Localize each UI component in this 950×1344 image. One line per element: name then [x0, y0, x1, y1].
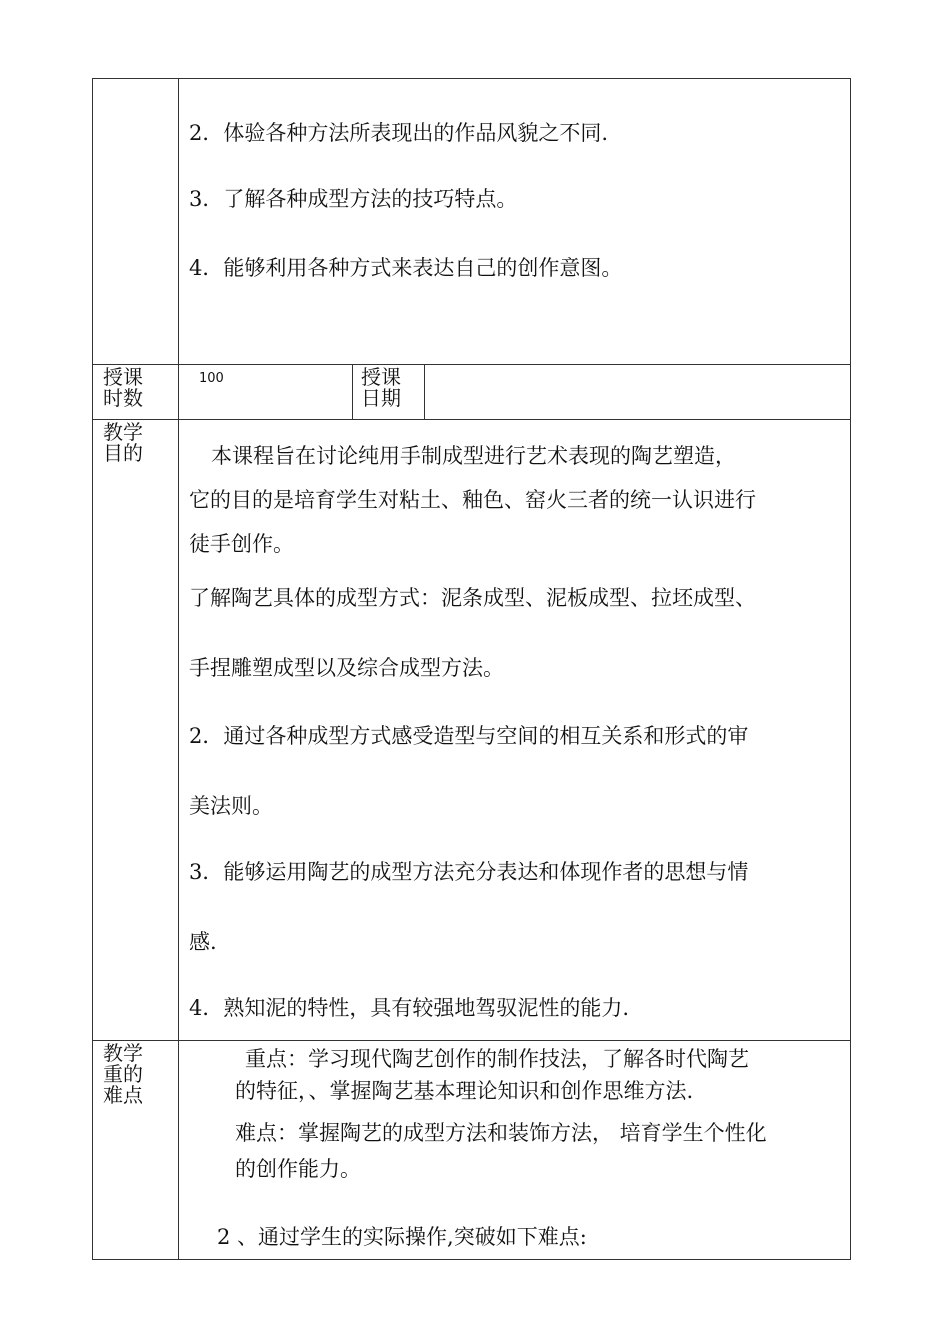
hours-value-cell	[179, 365, 353, 420]
goal-p1-line2: 它的目的是培育学生对粘土、釉色、窑火三者的统一认识进行	[189, 488, 756, 512]
goal-p2-line2: 手捏雕塑成型以及综合成型方法。	[189, 656, 504, 680]
key-difficulty-line2: 的创作能力。	[235, 1157, 361, 1181]
key-label-line1: 教学	[103, 1041, 143, 1065]
goal-p1-line1: 本课程旨在讨论纯用手制成型进行艺术表现的陶艺塑造，	[211, 444, 736, 468]
goals-label-line1: 教学	[103, 420, 143, 444]
key-points-content-cell	[179, 1041, 851, 1260]
hours-label-line2: 时数	[103, 386, 143, 410]
hours-label	[93, 365, 179, 420]
lesson-plan-table	[92, 78, 851, 1260]
goal-p2-line1: 了解陶艺具体的成型方式：泥条成型、泥板成型、拉坯成型、	[189, 586, 756, 610]
objective-line-2: 2．体验各种方法所表现出的作品风貌之不同.	[189, 121, 609, 145]
objectives-top-row	[93, 79, 851, 365]
goal-p4-line2: 感.	[189, 930, 217, 954]
key-focus-line2: 的特征，、掌握陶艺基本理论知识和创作思维方法.	[235, 1079, 694, 1103]
objectives-top-cell	[179, 79, 851, 365]
goals-row	[93, 420, 851, 1041]
key-difficulty-line1: 难点：掌握陶艺的成型方法和装饰方法， 培育学生个性化	[235, 1121, 767, 1145]
date-label	[353, 365, 425, 420]
objective-line-4: 4．能够利用各种方式来表达自己的创作意图。	[189, 256, 623, 280]
date-label-line1: 授课	[361, 365, 401, 389]
goals-content-cell	[179, 420, 851, 1041]
key-label-line3: 难点	[103, 1083, 143, 1107]
date-label-line2: 日期	[361, 386, 401, 410]
goal-p3-line2: 美法则。	[189, 794, 273, 818]
empty-label-cell	[93, 79, 179, 365]
goal-p4-line1: 3．能够运用陶艺的成型方法充分表达和体现作者的思想与情	[189, 860, 749, 884]
key-practice-line1: 2 、通过学生的实际操作,突破如下难点:	[217, 1225, 587, 1249]
goals-label	[93, 420, 179, 1041]
hours-value: 100	[199, 371, 224, 386]
key-points-label	[93, 1041, 179, 1260]
hours-row	[93, 365, 851, 420]
objective-line-3: 3．了解各种成型方法的技巧特点。	[189, 187, 518, 211]
date-value-cell	[425, 365, 851, 420]
key-points-row	[93, 1041, 851, 1260]
key-label-line2: 重的	[103, 1062, 143, 1086]
goals-label-line2: 目的	[103, 441, 143, 465]
goal-p1-line3: 徒手创作。	[189, 532, 294, 556]
hours-label-line1: 授课	[103, 365, 143, 389]
goal-p5-line1: 4．熟知泥的特性，具有较强地驾驭泥性的能力.	[189, 996, 630, 1020]
key-focus-line1: 重点：学习现代陶艺创作的制作技法，了解各时代陶艺	[245, 1047, 749, 1071]
goal-p3-line1: 2．通过各种成型方式感受造型与空间的相互关系和形式的审	[189, 724, 749, 748]
